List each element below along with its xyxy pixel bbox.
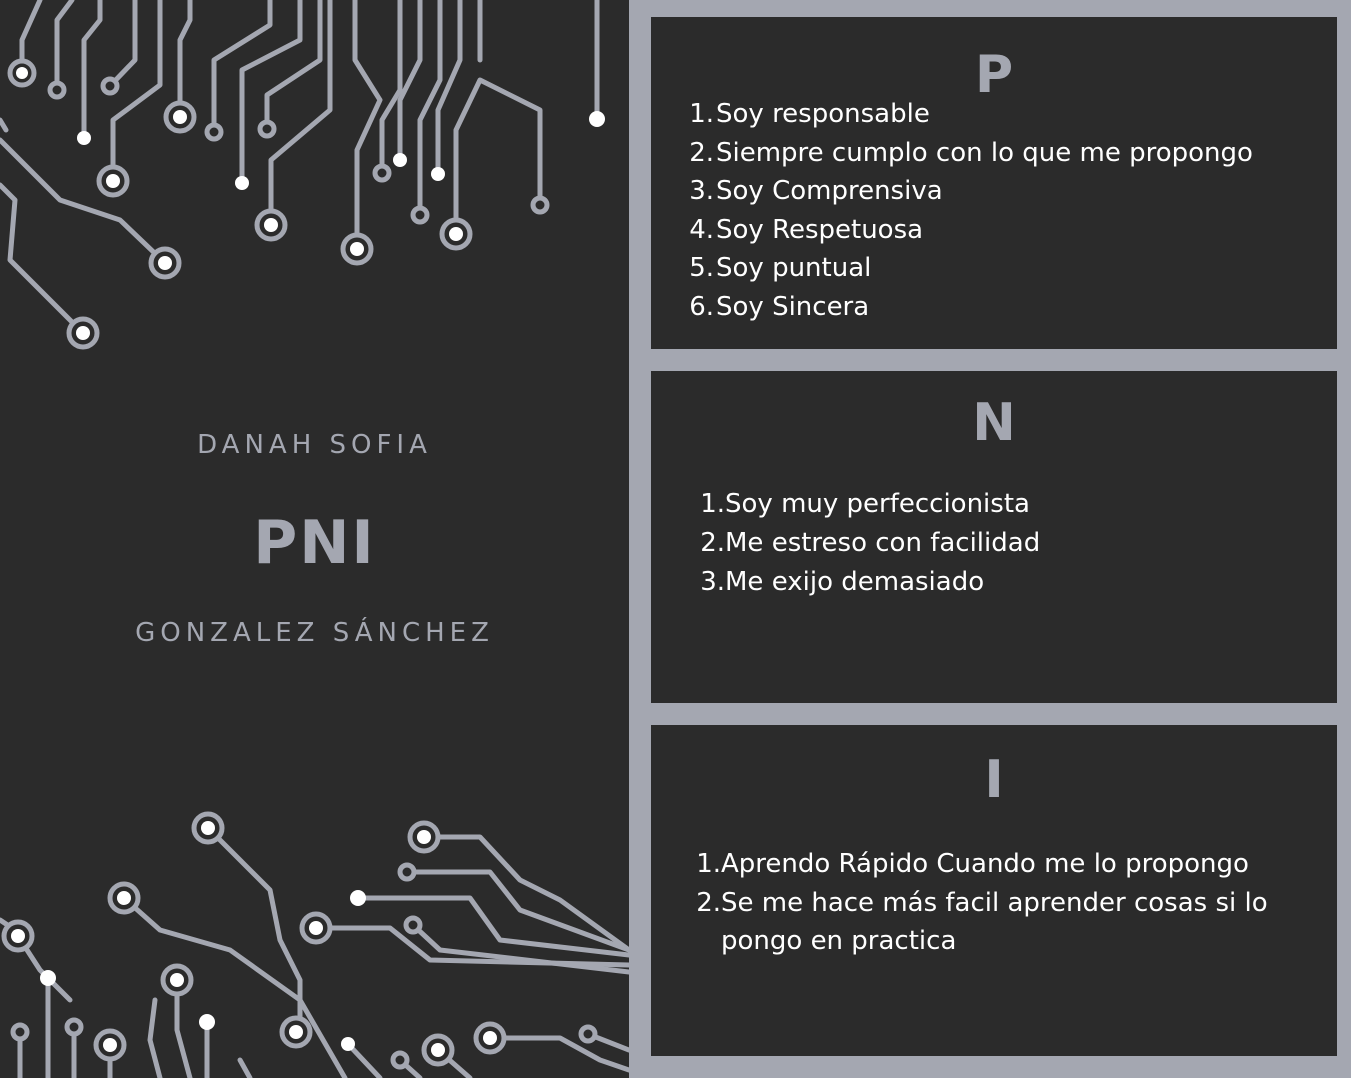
negative-list (695, 485, 1040, 601)
document-title: PNI (253, 508, 376, 578)
interesting-list (689, 845, 1309, 961)
item-number: 1. (696, 849, 721, 879)
item-text: Soy Respetuosa (716, 214, 924, 245)
item-number: 3. (700, 566, 725, 597)
circuit-decoration-top (0, 0, 629, 360)
item-number: 1. (700, 489, 725, 519)
list-item (695, 485, 1040, 524)
list-item (681, 134, 1253, 173)
item-text: Siempre cumplo con lo que me propongo (716, 137, 1253, 168)
list-item (681, 172, 1253, 211)
item-text: Aprendo Rápido Cuando me lo propongo (721, 849, 1249, 879)
negative-box (651, 371, 1337, 703)
cover-panel (0, 0, 629, 1078)
item-number: 2. (696, 887, 721, 918)
list-item (681, 211, 1253, 250)
list-item (689, 845, 1309, 884)
item-text: Soy Comprensiva (716, 176, 943, 207)
item-text: Soy responsable (716, 99, 930, 129)
item-number: 2. (700, 527, 725, 558)
list-item (695, 563, 1040, 602)
list-item (681, 249, 1253, 288)
item-text: Soy muy perfeccionista (725, 489, 1030, 519)
item-number: 1. (689, 99, 714, 129)
interesting-box (651, 725, 1337, 1056)
item-number: 3. (689, 176, 714, 207)
item-text: Se me hace más facil aprender cosas si lo pongo en practica (721, 887, 1268, 957)
item-text: Soy Sincera (716, 291, 870, 322)
list-item (689, 884, 1309, 961)
positive-box (651, 17, 1337, 349)
first-name: DANAH SOFIA (197, 430, 432, 460)
item-text: Me estreso con facilidad (725, 527, 1041, 558)
positive-list (681, 95, 1253, 327)
item-number: 2. (689, 137, 714, 168)
list-item (695, 524, 1040, 563)
list-item (681, 95, 1253, 134)
positive-heading: P (974, 45, 1014, 105)
item-text: Me exijo demasiado (725, 566, 985, 597)
interesting-heading: I (984, 750, 1004, 810)
item-number: 6. (689, 291, 714, 322)
list-item (681, 288, 1253, 327)
item-number: 5. (689, 253, 714, 284)
last-name: GONZALEZ SÁNCHEZ (135, 618, 494, 648)
circuit-decoration-bottom (0, 800, 629, 1078)
negative-heading: N (972, 393, 1016, 453)
item-text: Soy puntual (716, 253, 872, 284)
item-number: 4. (689, 214, 714, 245)
